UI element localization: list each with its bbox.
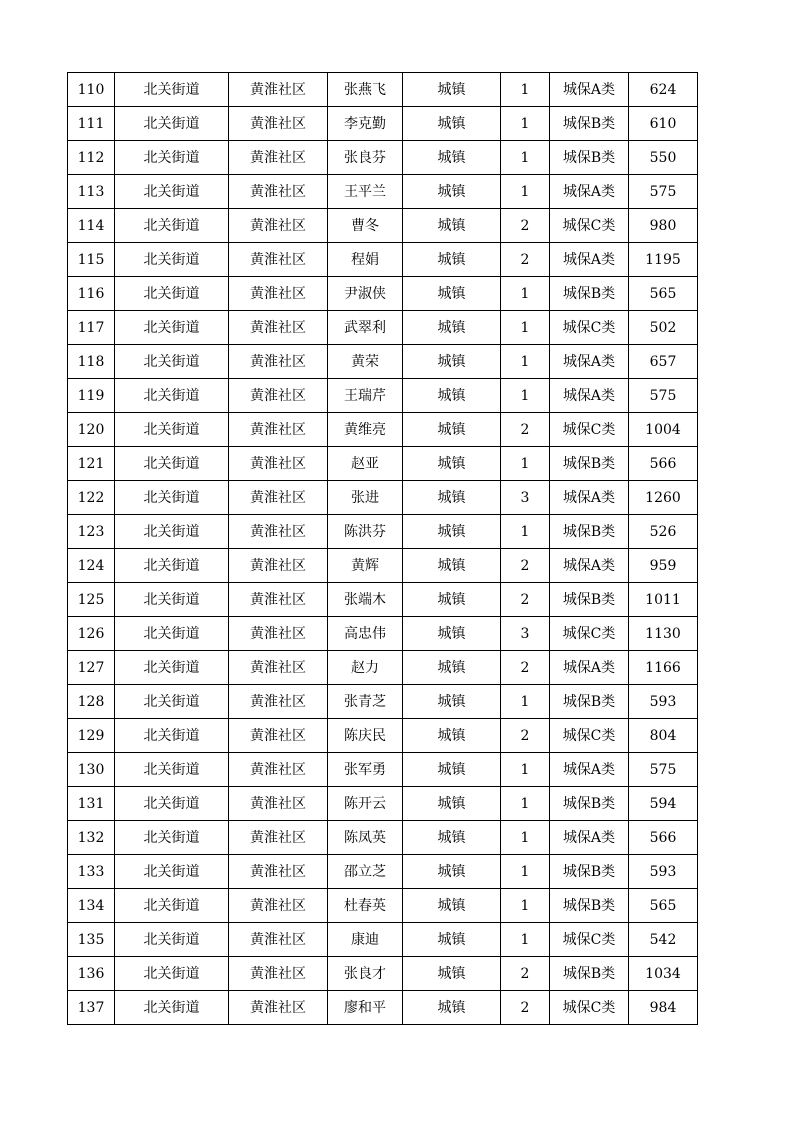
name-cell: 张良芬 — [328, 141, 403, 175]
community-cell: 黄淮社区 — [229, 515, 328, 549]
street-cell: 北关街道 — [115, 141, 229, 175]
row-number-cell: 113 — [68, 175, 115, 209]
person-count-cell: 2 — [501, 991, 550, 1025]
street-cell: 北关街道 — [115, 617, 229, 651]
row-number-cell: 123 — [68, 515, 115, 549]
row-number-cell: 135 — [68, 923, 115, 957]
amount-cell: 610 — [629, 107, 698, 141]
person-count-cell: 1 — [501, 311, 550, 345]
person-count-cell: 1 — [501, 175, 550, 209]
category-cell: 城保A类 — [550, 549, 629, 583]
community-cell: 黄淮社区 — [229, 481, 328, 515]
name-cell: 廖和平 — [328, 991, 403, 1025]
street-cell: 北关街道 — [115, 923, 229, 957]
amount-cell: 1195 — [629, 243, 698, 277]
table-row — [68, 175, 698, 209]
table-row — [68, 413, 698, 447]
row-number-cell: 133 — [68, 855, 115, 889]
amount-cell: 657 — [629, 345, 698, 379]
amount-cell: 1004 — [629, 413, 698, 447]
row-number-cell: 128 — [68, 685, 115, 719]
category-cell: 城保B类 — [550, 277, 629, 311]
community-cell: 黄淮社区 — [229, 685, 328, 719]
table-row — [68, 583, 698, 617]
amount-cell: 575 — [629, 753, 698, 787]
name-cell: 陈洪芬 — [328, 515, 403, 549]
person-count-cell: 2 — [501, 549, 550, 583]
person-count-cell: 2 — [501, 583, 550, 617]
amount-cell: 1011 — [629, 583, 698, 617]
name-cell: 张端木 — [328, 583, 403, 617]
table-row — [68, 107, 698, 141]
amount-cell: 565 — [629, 889, 698, 923]
table-row — [68, 991, 698, 1025]
street-cell: 北关街道 — [115, 243, 229, 277]
row-number-cell: 114 — [68, 209, 115, 243]
street-cell: 北关街道 — [115, 583, 229, 617]
amount-cell: 804 — [629, 719, 698, 753]
row-number-cell: 127 — [68, 651, 115, 685]
name-cell: 王平兰 — [328, 175, 403, 209]
street-cell: 北关街道 — [115, 413, 229, 447]
row-number-cell: 136 — [68, 957, 115, 991]
amount-cell: 550 — [629, 141, 698, 175]
amount-cell: 526 — [629, 515, 698, 549]
row-number-cell: 121 — [68, 447, 115, 481]
street-cell: 北关街道 — [115, 107, 229, 141]
name-cell: 黄维亮 — [328, 413, 403, 447]
name-cell: 尹淑侠 — [328, 277, 403, 311]
row-number-cell: 117 — [68, 311, 115, 345]
person-count-cell: 1 — [501, 345, 550, 379]
household-type-cell: 城镇 — [403, 243, 501, 277]
amount-cell: 566 — [629, 821, 698, 855]
name-cell: 黄荣 — [328, 345, 403, 379]
category-cell: 城保C类 — [550, 617, 629, 651]
street-cell: 北关街道 — [115, 379, 229, 413]
table-row — [68, 957, 698, 991]
street-cell: 北关街道 — [115, 957, 229, 991]
person-count-cell: 1 — [501, 379, 550, 413]
person-count-cell: 1 — [501, 685, 550, 719]
household-type-cell: 城镇 — [403, 787, 501, 821]
row-number-cell: 120 — [68, 413, 115, 447]
amount-cell: 502 — [629, 311, 698, 345]
name-cell: 张青芝 — [328, 685, 403, 719]
row-number-cell: 129 — [68, 719, 115, 753]
table-row — [68, 923, 698, 957]
category-cell: 城保B类 — [550, 107, 629, 141]
community-cell: 黄淮社区 — [229, 141, 328, 175]
name-cell: 黄辉 — [328, 549, 403, 583]
street-cell: 北关街道 — [115, 787, 229, 821]
name-cell: 陈庆民 — [328, 719, 403, 753]
table-row — [68, 311, 698, 345]
household-type-cell: 城镇 — [403, 175, 501, 209]
household-type-cell: 城镇 — [403, 617, 501, 651]
community-cell: 黄淮社区 — [229, 583, 328, 617]
community-cell: 黄淮社区 — [229, 243, 328, 277]
name-cell: 陈凤英 — [328, 821, 403, 855]
category-cell: 城保C类 — [550, 311, 629, 345]
person-count-cell: 1 — [501, 141, 550, 175]
table-row — [68, 243, 698, 277]
category-cell: 城保A类 — [550, 651, 629, 685]
category-cell: 城保B类 — [550, 889, 629, 923]
table-row — [68, 549, 698, 583]
row-number-cell: 116 — [68, 277, 115, 311]
amount-cell: 1166 — [629, 651, 698, 685]
community-cell: 黄淮社区 — [229, 617, 328, 651]
household-type-cell: 城镇 — [403, 889, 501, 923]
street-cell: 北关街道 — [115, 719, 229, 753]
category-cell: 城保A类 — [550, 73, 629, 107]
community-cell: 黄淮社区 — [229, 787, 328, 821]
community-cell: 黄淮社区 — [229, 923, 328, 957]
category-cell: 城保A类 — [550, 175, 629, 209]
community-cell: 黄淮社区 — [229, 753, 328, 787]
amount-cell: 1260 — [629, 481, 698, 515]
table-row — [68, 481, 698, 515]
community-cell: 黄淮社区 — [229, 345, 328, 379]
street-cell: 北关街道 — [115, 651, 229, 685]
row-number-cell: 112 — [68, 141, 115, 175]
amount-cell: 1130 — [629, 617, 698, 651]
table-row — [68, 685, 698, 719]
allowance-table — [67, 72, 698, 1025]
name-cell: 王瑞芹 — [328, 379, 403, 413]
category-cell: 城保C类 — [550, 719, 629, 753]
table-row — [68, 277, 698, 311]
table-row — [68, 209, 698, 243]
amount-cell: 593 — [629, 685, 698, 719]
name-cell: 程娟 — [328, 243, 403, 277]
street-cell: 北关街道 — [115, 685, 229, 719]
table-row — [68, 821, 698, 855]
row-number-cell: 115 — [68, 243, 115, 277]
community-cell: 黄淮社区 — [229, 651, 328, 685]
community-cell: 黄淮社区 — [229, 957, 328, 991]
household-type-cell: 城镇 — [403, 311, 501, 345]
category-cell: 城保B类 — [550, 787, 629, 821]
category-cell: 城保B类 — [550, 447, 629, 481]
category-cell: 城保C类 — [550, 413, 629, 447]
table-row — [68, 379, 698, 413]
category-cell: 城保A类 — [550, 379, 629, 413]
household-type-cell: 城镇 — [403, 447, 501, 481]
row-number-cell: 137 — [68, 991, 115, 1025]
street-cell: 北关街道 — [115, 447, 229, 481]
household-type-cell: 城镇 — [403, 379, 501, 413]
row-number-cell: 126 — [68, 617, 115, 651]
name-cell: 邵立芝 — [328, 855, 403, 889]
household-type-cell: 城镇 — [403, 957, 501, 991]
table-row — [68, 753, 698, 787]
person-count-cell: 2 — [501, 651, 550, 685]
person-count-cell: 1 — [501, 753, 550, 787]
person-count-cell: 1 — [501, 73, 550, 107]
category-cell: 城保A类 — [550, 481, 629, 515]
row-number-cell: 125 — [68, 583, 115, 617]
community-cell: 黄淮社区 — [229, 889, 328, 923]
amount-cell: 565 — [629, 277, 698, 311]
row-number-cell: 132 — [68, 821, 115, 855]
name-cell: 曹冬 — [328, 209, 403, 243]
household-type-cell: 城镇 — [403, 277, 501, 311]
street-cell: 北关街道 — [115, 73, 229, 107]
amount-cell: 594 — [629, 787, 698, 821]
street-cell: 北关街道 — [115, 481, 229, 515]
category-cell: 城保A类 — [550, 345, 629, 379]
table-row — [68, 651, 698, 685]
community-cell: 黄淮社区 — [229, 413, 328, 447]
household-type-cell: 城镇 — [403, 855, 501, 889]
table-row — [68, 345, 698, 379]
table-row — [68, 787, 698, 821]
community-cell: 黄淮社区 — [229, 821, 328, 855]
community-cell: 黄淮社区 — [229, 277, 328, 311]
household-type-cell: 城镇 — [403, 209, 501, 243]
row-number-cell: 122 — [68, 481, 115, 515]
category-cell: 城保B类 — [550, 855, 629, 889]
community-cell: 黄淮社区 — [229, 107, 328, 141]
person-count-cell: 1 — [501, 515, 550, 549]
person-count-cell: 2 — [501, 209, 550, 243]
household-type-cell: 城镇 — [403, 651, 501, 685]
person-count-cell: 1 — [501, 855, 550, 889]
person-count-cell: 3 — [501, 481, 550, 515]
person-count-cell: 1 — [501, 107, 550, 141]
table-row — [68, 141, 698, 175]
household-type-cell: 城镇 — [403, 107, 501, 141]
person-count-cell: 2 — [501, 243, 550, 277]
category-cell: 城保B类 — [550, 583, 629, 617]
row-number-cell: 118 — [68, 345, 115, 379]
person-count-cell: 3 — [501, 617, 550, 651]
household-type-cell: 城镇 — [403, 719, 501, 753]
name-cell: 张燕飞 — [328, 73, 403, 107]
name-cell: 杜春英 — [328, 889, 403, 923]
household-type-cell: 城镇 — [403, 753, 501, 787]
person-count-cell: 1 — [501, 889, 550, 923]
amount-cell: 624 — [629, 73, 698, 107]
street-cell: 北关街道 — [115, 311, 229, 345]
street-cell: 北关街道 — [115, 209, 229, 243]
name-cell: 赵力 — [328, 651, 403, 685]
community-cell: 黄淮社区 — [229, 175, 328, 209]
street-cell: 北关街道 — [115, 345, 229, 379]
person-count-cell: 2 — [501, 719, 550, 753]
street-cell: 北关街道 — [115, 753, 229, 787]
table-row — [68, 447, 698, 481]
name-cell: 康迪 — [328, 923, 403, 957]
street-cell: 北关街道 — [115, 277, 229, 311]
person-count-cell: 1 — [501, 447, 550, 481]
community-cell: 黄淮社区 — [229, 73, 328, 107]
category-cell: 城保B类 — [550, 957, 629, 991]
name-cell: 张军勇 — [328, 753, 403, 787]
community-cell: 黄淮社区 — [229, 549, 328, 583]
household-type-cell: 城镇 — [403, 73, 501, 107]
household-type-cell: 城镇 — [403, 141, 501, 175]
table-row — [68, 73, 698, 107]
row-number-cell: 131 — [68, 787, 115, 821]
amount-cell: 1034 — [629, 957, 698, 991]
person-count-cell: 2 — [501, 957, 550, 991]
row-number-cell: 119 — [68, 379, 115, 413]
category-cell: 城保C类 — [550, 991, 629, 1025]
community-cell: 黄淮社区 — [229, 991, 328, 1025]
table-row — [68, 617, 698, 651]
category-cell: 城保B类 — [550, 685, 629, 719]
street-cell: 北关街道 — [115, 515, 229, 549]
name-cell: 李克勤 — [328, 107, 403, 141]
amount-cell: 984 — [629, 991, 698, 1025]
table-row — [68, 855, 698, 889]
name-cell: 高忠伟 — [328, 617, 403, 651]
name-cell: 陈开云 — [328, 787, 403, 821]
row-number-cell: 110 — [68, 73, 115, 107]
person-count-cell: 2 — [501, 413, 550, 447]
household-type-cell: 城镇 — [403, 549, 501, 583]
household-type-cell: 城镇 — [403, 481, 501, 515]
community-cell: 黄淮社区 — [229, 719, 328, 753]
household-type-cell: 城镇 — [403, 923, 501, 957]
street-cell: 北关街道 — [115, 889, 229, 923]
table-body — [68, 73, 698, 1025]
name-cell: 张进 — [328, 481, 403, 515]
category-cell: 城保A类 — [550, 243, 629, 277]
category-cell: 城保C类 — [550, 209, 629, 243]
amount-cell: 575 — [629, 175, 698, 209]
row-number-cell: 130 — [68, 753, 115, 787]
amount-cell: 542 — [629, 923, 698, 957]
amount-cell: 575 — [629, 379, 698, 413]
person-count-cell: 1 — [501, 821, 550, 855]
amount-cell: 959 — [629, 549, 698, 583]
community-cell: 黄淮社区 — [229, 209, 328, 243]
person-count-cell: 1 — [501, 277, 550, 311]
street-cell: 北关街道 — [115, 175, 229, 209]
household-type-cell: 城镇 — [403, 345, 501, 379]
community-cell: 黄淮社区 — [229, 855, 328, 889]
household-type-cell: 城镇 — [403, 583, 501, 617]
name-cell: 武翠利 — [328, 311, 403, 345]
street-cell: 北关街道 — [115, 991, 229, 1025]
street-cell: 北关街道 — [115, 821, 229, 855]
amount-cell: 593 — [629, 855, 698, 889]
category-cell: 城保B类 — [550, 515, 629, 549]
community-cell: 黄淮社区 — [229, 447, 328, 481]
table-row — [68, 889, 698, 923]
street-cell: 北关街道 — [115, 549, 229, 583]
category-cell: 城保C类 — [550, 923, 629, 957]
name-cell: 赵亚 — [328, 447, 403, 481]
row-number-cell: 111 — [68, 107, 115, 141]
community-cell: 黄淮社区 — [229, 311, 328, 345]
row-number-cell: 134 — [68, 889, 115, 923]
person-count-cell: 1 — [501, 923, 550, 957]
household-type-cell: 城镇 — [403, 991, 501, 1025]
category-cell: 城保B类 — [550, 141, 629, 175]
category-cell: 城保A类 — [550, 753, 629, 787]
table-row — [68, 515, 698, 549]
household-type-cell: 城镇 — [403, 685, 501, 719]
amount-cell: 980 — [629, 209, 698, 243]
category-cell: 城保A类 — [550, 821, 629, 855]
household-type-cell: 城镇 — [403, 413, 501, 447]
table-row — [68, 719, 698, 753]
community-cell: 黄淮社区 — [229, 379, 328, 413]
amount-cell: 566 — [629, 447, 698, 481]
household-type-cell: 城镇 — [403, 515, 501, 549]
household-type-cell: 城镇 — [403, 821, 501, 855]
person-count-cell: 1 — [501, 787, 550, 821]
row-number-cell: 124 — [68, 549, 115, 583]
name-cell: 张良才 — [328, 957, 403, 991]
street-cell: 北关街道 — [115, 855, 229, 889]
